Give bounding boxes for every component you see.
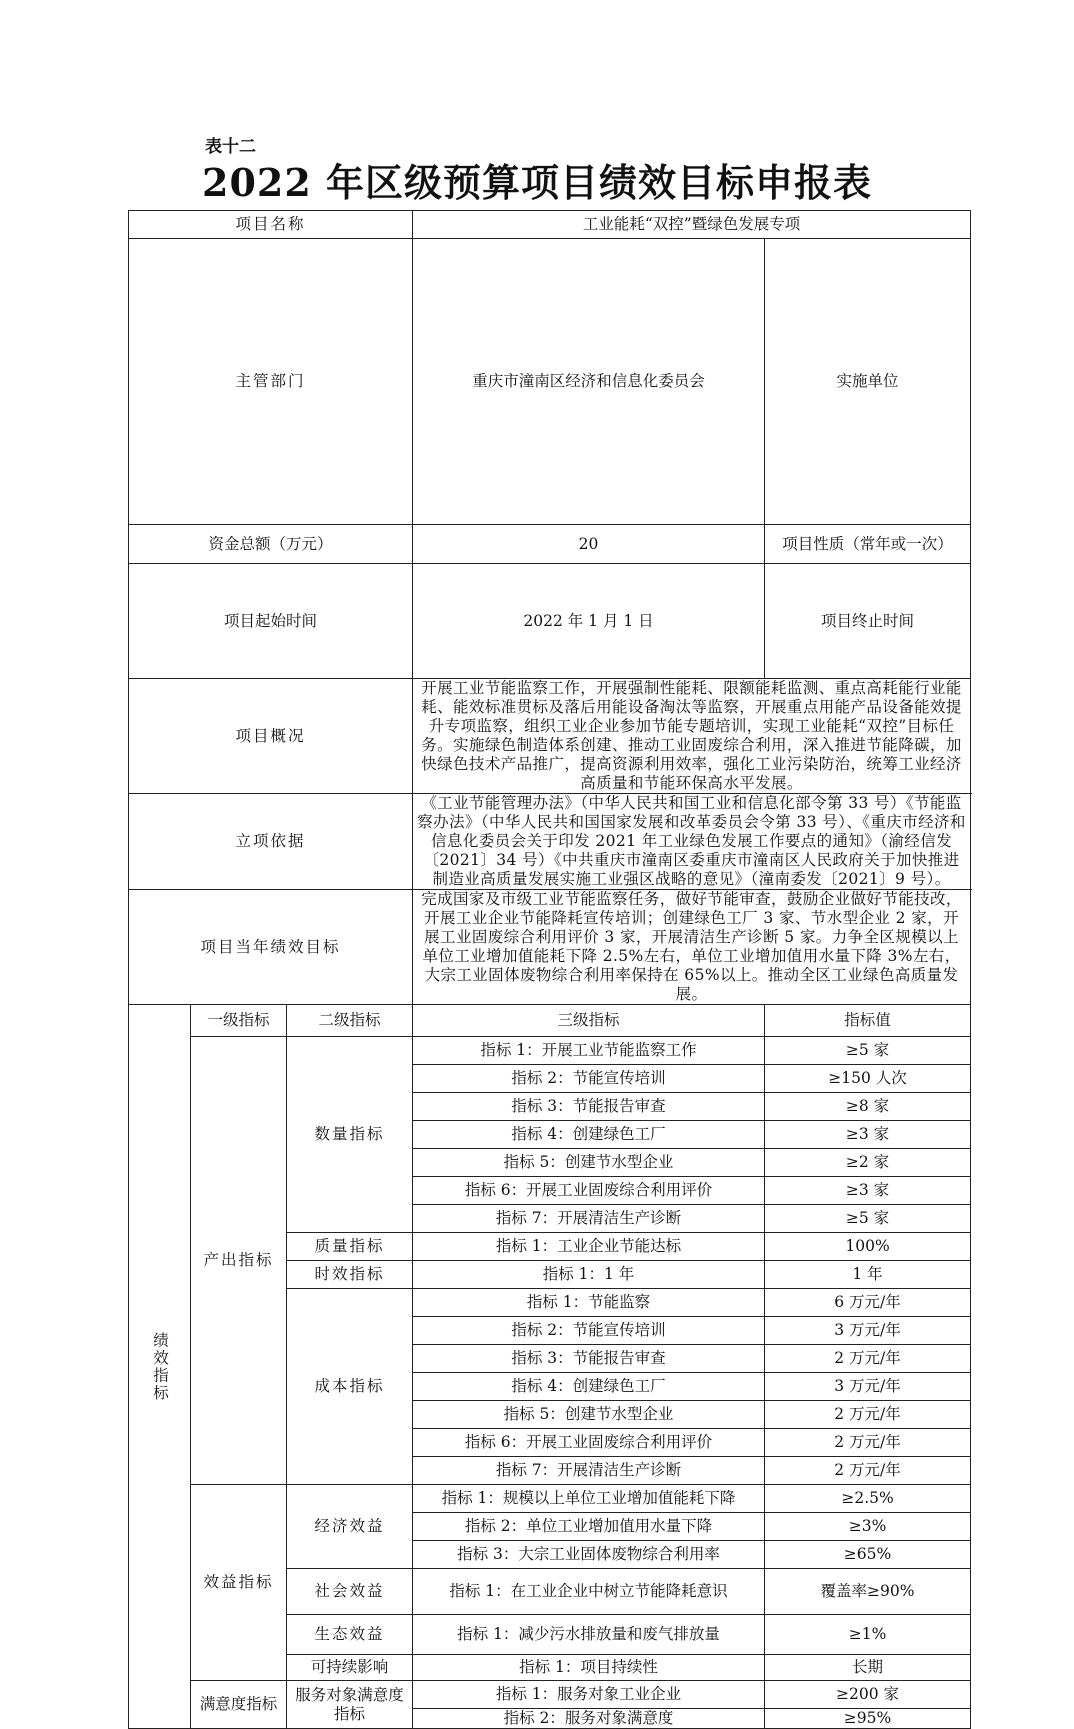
eco-benefit-label: 生态效益 [287, 1615, 413, 1655]
indicator-value: 3 万元/年 [765, 1373, 971, 1401]
indicator-value: 1 年 [765, 1261, 971, 1289]
social-benefit-label: 社会效益 [287, 1569, 413, 1615]
indicator-name: 指标 1：规模以上单位工业增加值能耗下降 [413, 1485, 765, 1513]
output-indicator-label: 产出指标 [191, 1037, 287, 1485]
indicator-name: 指标 1：工业企业节能达标 [413, 1233, 765, 1261]
quantity-indicator-label: 数量指标 [287, 1037, 413, 1233]
performance-target-form [128, 210, 971, 1729]
table-row [129, 1485, 971, 1513]
indicator-name: 指标 7：开展清洁生产诊断 [413, 1457, 765, 1485]
fund-row [129, 525, 971, 564]
benefit-indicator-label: 效益指标 [191, 1485, 287, 1681]
indicator-value: ≥3 家 [765, 1177, 971, 1205]
indicator-name: 指标 2：服务对象满意度 [413, 1709, 765, 1729]
basis-text: 《工业节能管理办法》（中华人民共和国工业和信息化部令第 33 号）《节能监察办法》（中华人民共和国国家发展和改革委员会令第 33 号）、《重庆市经济和信息化委员会关于印发 2021 年工业绿色发展工作要点的通知》（渝经信发〔2021〕34 号）《中共重庆市潼南区委重庆市潼南区人民政府关于加快推进制造业高质量发展实施工业强区战略的意见》（潼南委发〔2021〕9 号）。 [413, 794, 971, 890]
goal-label: 项目当年绩效目标 [129, 890, 413, 1005]
indicator-name: 指标 1：项目持续性 [413, 1655, 765, 1681]
indicator-value: ≥2.5% [765, 1485, 971, 1513]
fund-value: 20 [413, 525, 765, 564]
document-title: 2022 年区级预算项目绩效目标申报表 [202, 160, 872, 205]
goal-row [129, 890, 971, 1005]
nature-label: 项目性质（常年或一次） [765, 525, 971, 564]
department-row [129, 239, 971, 525]
indicator-name: 指标 4：创建绿色工厂 [413, 1373, 765, 1401]
indicator-value: 2 万元/年 [765, 1457, 971, 1485]
indicator-value: ≥2 家 [765, 1149, 971, 1177]
service-satisfaction-label: 服务对象满意度指标 [287, 1681, 413, 1729]
indicator-value: 长期 [765, 1655, 971, 1681]
project-name-row [129, 211, 971, 239]
indicator-name: 指标 2：节能宣传培训 [413, 1317, 765, 1345]
indicator-name: 指标 3：节能报告审查 [413, 1093, 765, 1121]
indicator-name: 指标 6：开展工业固废综合利用评价 [413, 1177, 765, 1205]
header-level2: 二级指标 [287, 1005, 413, 1037]
indicator-name: 指标 2：节能宣传培训 [413, 1065, 765, 1093]
indicator-value: 3 万元/年 [765, 1317, 971, 1345]
goal-text: 完成国家及市级工业节能监察任务，做好节能审查，鼓励企业做好节能技改，开展工业企业节能降耗宣传培训；创建绿色工厂 3 家、节水型企业 2 家，开展工业固废综合利用评价 3 家，开展清洁生产诊断 5 家。力争全区规模以上单位工业增加值能耗下降 2.5%左右，单位工业增加值用水量下降 3%左右，大宗工业固体废物综合利用率保持在 65%以上。推动全区工业绿色高质量发展。 [413, 890, 971, 1005]
perf-side-label: 绩效指标 [129, 1005, 191, 1729]
indicator-value: ≥3% [765, 1513, 971, 1541]
header-level1: 一级指标 [191, 1005, 287, 1037]
dept-value: 重庆市潼南区经济和信息化委员会 [413, 239, 765, 525]
dept-label: 主管部门 [129, 239, 413, 525]
satisfaction-indicator-label: 满意度指标 [191, 1681, 287, 1729]
header-level3: 三级指标 [413, 1005, 765, 1037]
indicator-value: 2 万元/年 [765, 1429, 971, 1457]
timeliness-indicator-label: 时效指标 [287, 1261, 413, 1289]
indicator-value: 2 万元/年 [765, 1401, 971, 1429]
sustainability-label: 可持续影响 [287, 1655, 413, 1681]
overview-text: 开展工业节能监察工作，开展强制性能耗、限额能耗监测、重点高耗能行业能耗、能效标准贯标及落后用能设备淘汰等监察，开展重点用能产品设备能效提升专项监察，组织工业企业参加节能专题培训，实现工业能耗“双控”目标任务。实施绿色制造体系创建、推动工业固废综合利用，深入推进节能降碳，加快绿色技术产品推广，提高资源利用效率，强化工业污染防治，统筹工业经济高质量和节能环保高水平发展。 [413, 679, 971, 794]
indicator-value: 2 万元/年 [765, 1345, 971, 1373]
table-row [129, 1681, 971, 1709]
indicator-value: 100% [765, 1233, 971, 1261]
period-row [129, 564, 971, 679]
overview-label: 项目概况 [129, 679, 413, 794]
table-number: 表十二 [205, 137, 256, 157]
basis-row [129, 794, 971, 890]
indicator-value: ≥200 家 [765, 1681, 971, 1709]
end-label: 项目终止时间 [765, 564, 971, 679]
fund-label: 资金总额（万元） [129, 525, 413, 564]
indicator-name: 指标 7：开展清洁生产诊断 [413, 1205, 765, 1233]
start-value: 2022 年 1 月 1 日 [413, 564, 765, 679]
indicator-name: 指标 2：单位工业增加值用水量下降 [413, 1513, 765, 1541]
indicator-name: 指标 3：大宗工业固体废物综合利用率 [413, 1541, 765, 1569]
indicator-header-row [129, 1005, 971, 1037]
indicator-name: 指标 5：创建节水型企业 [413, 1401, 765, 1429]
indicator-name: 指标 1：节能监察 [413, 1289, 765, 1317]
indicator-name: 指标 1：开展工业节能监察工作 [413, 1037, 765, 1065]
indicator-name: 指标 3：节能报告审查 [413, 1345, 765, 1373]
indicator-name: 指标 6：开展工业固废综合利用评价 [413, 1429, 765, 1457]
header-value: 指标值 [765, 1005, 971, 1037]
indicator-name: 指标 1：1 年 [413, 1261, 765, 1289]
indicator-value: ≥3 家 [765, 1121, 971, 1149]
indicator-value: ≥1% [765, 1615, 971, 1655]
indicator-name: 指标 1：减少污水排放量和废气排放量 [413, 1615, 765, 1655]
indicator-value: 覆盖率≥90% [765, 1569, 971, 1615]
indicator-value: ≥8 家 [765, 1093, 971, 1121]
indicator-name: 指标 1：在工业企业中树立节能降耗意识 [413, 1569, 765, 1615]
overview-row [129, 679, 971, 794]
indicator-name: 指标 1：服务对象工业企业 [413, 1681, 765, 1709]
quality-indicator-label: 质量指标 [287, 1233, 413, 1261]
basis-label: 立项依据 [129, 794, 413, 890]
indicator-name: 指标 4：创建绿色工厂 [413, 1121, 765, 1149]
indicator-value: ≥150 人次 [765, 1065, 971, 1093]
economic-benefit-label: 经济效益 [287, 1485, 413, 1569]
indicator-name: 指标 5：创建节水型企业 [413, 1149, 765, 1177]
cost-indicator-label: 成本指标 [287, 1289, 413, 1485]
project-name-value: 工业能耗“双控”暨绿色发展专项 [413, 211, 971, 239]
impl-label: 实施单位 [765, 239, 971, 525]
table-row [129, 1037, 971, 1065]
indicator-value: 6 万元/年 [765, 1289, 971, 1317]
indicator-value: ≥5 家 [765, 1205, 971, 1233]
indicator-value: ≥95% [765, 1709, 971, 1729]
project-name-label: 项目名称 [129, 211, 413, 239]
start-label: 项目起始时间 [129, 564, 413, 679]
indicator-value: ≥5 家 [765, 1037, 971, 1065]
indicator-value: ≥65% [765, 1541, 971, 1569]
